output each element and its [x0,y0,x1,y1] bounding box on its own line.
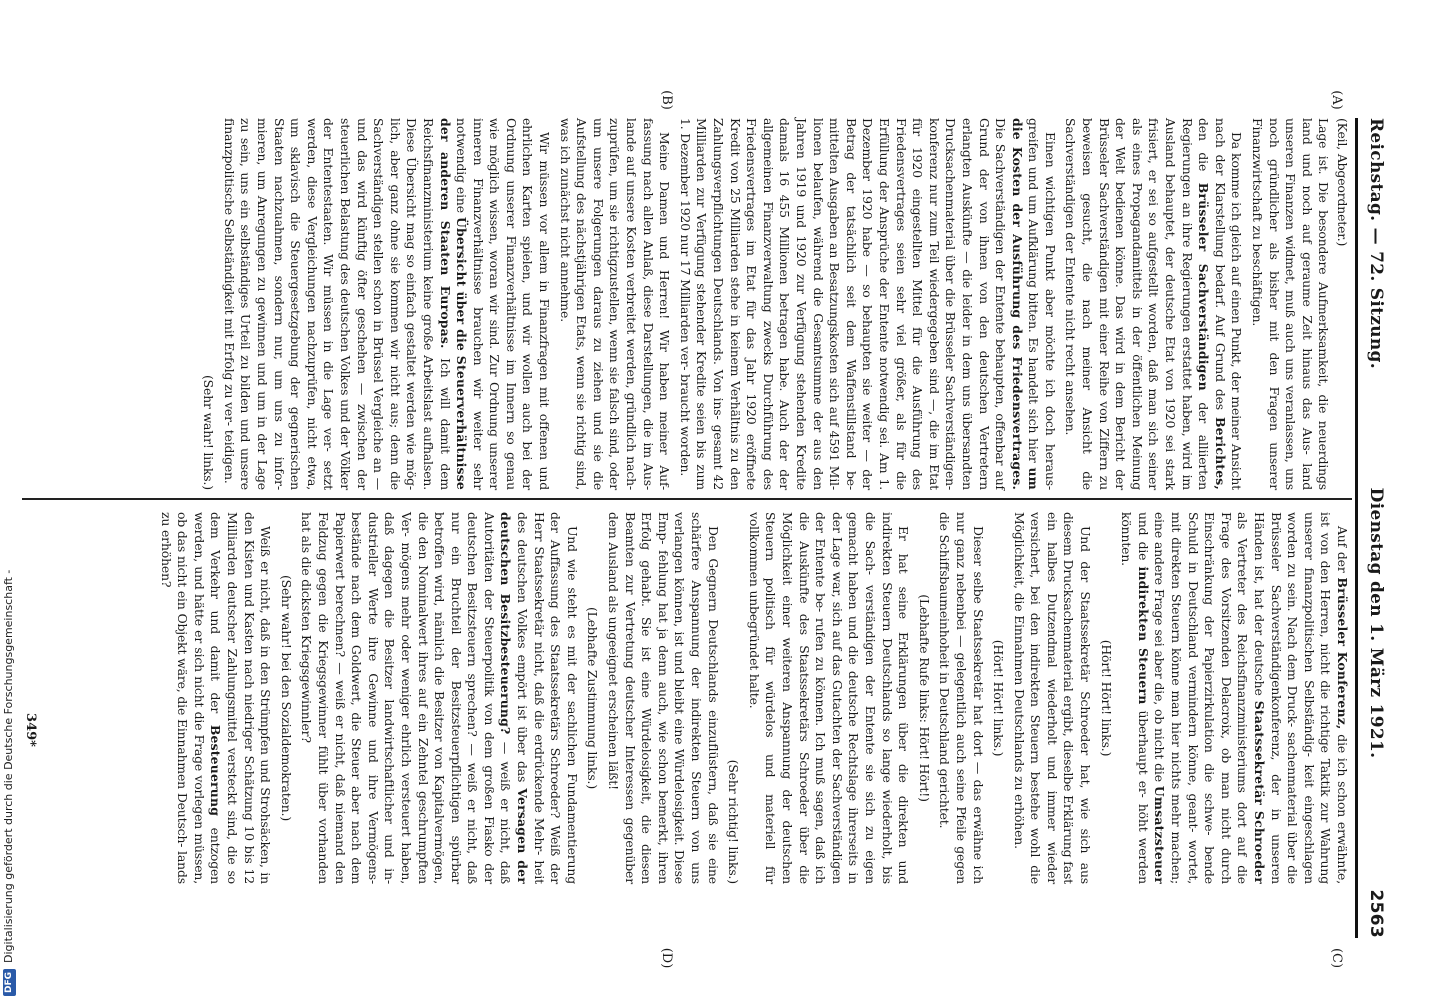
bold-term: Umsatzsteuer [1152,785,1168,884]
margin-marker-a: (A) [1329,90,1344,110]
margin-marker-c: (C) [1329,947,1344,969]
credit-text: Digitalisierung gefördert durch die Deutsche Forschungsgemeinschaft - [2,569,15,963]
header-date: Dienstag den 1. März 1921. [1366,487,1386,759]
bold-term: Versagen der deutschen Besitzbesteuerung? [498,512,531,884]
paragraph: Und wie steht es mit der sachlichen Fundamentierung der Auffassung des Staatssekretärs Schroeder? Weiß der Herr Staatssekretär nicht, daß die erdrückende Mehr- heit des deutschen Volkes empört ist über das Versagen der deutschen Besitzbesteuerung? — weiß er nicht, daß Autoritäten der Steuerpolitik von dem großen Fiasko der deutschen Besitzsteuern sprechen? — weiß er nicht, daß nur ein Bruchteil der Besitzsteuerpflichtigen spürbar betroffen wird, nämlich die Besitzer von Kapitalvermögen, die den Nominalwert ihres auf ein Zehntel geschrumpften Ver- mögens mehr oder weniger ehrlich versteuert haben, daß dagegen die Besitzer landwirtschaftlicher und in- dustrieller Werte ihre Gewinne und ihre Vermögens- bestände nach dem Goldwert, die Steuer aber nach dem Papierwert berechnen? — weiß er nicht, daß niemand den Feldzug gegen die Kriegsgewinner fühlt über vorhanden hat als die dicksten Kriegsgewinnler? [299,512,580,884]
bold-term: Berichtes, [1212,416,1228,490]
header-page-number: 2563 [1366,889,1386,938]
paragraph: Auf der Brüsseler Konferenz, die ich schon erwähnte, ist von den Herren, nicht die richtige Taktik zur Wahrung unserer finanzpolitischen Selbständig- keit eingeschlagen worden zu sein. Nach dem Druck- sachenmaterial über die Brüsseler Sachverständigenkonferenz, der in unseren Händen ist, hat der deutsche Staatssekretär Schroeder als Vertreter des Reichsfinanzministeriums dort auf die Frage des Vorsitzenden Delacroix, ob man nicht durch Einschränkung der Papierzirkulation die schwe- bende Schuld in Deutschland vermindern könne, geant- wortet, mit direkten Steuern könne man hier nichts mehr machen; eine andere Frage sei aber die, ob nicht die Umsatzsteuer und die indirekten Steuern überhaupt er- höht werden könnten. [1119,512,1350,885]
dfg-logo: DFG [3,969,16,996]
bold-term: Staatssekretär Schroeder [1252,700,1268,884]
column-divider [22,498,1352,500]
interjection: (Hört! Hört! links.) [1098,639,1114,757]
interjection: (Sehr wahr! links.) [201,374,217,490]
digitization-credit [0,0,18,1000]
paragraph: Da komme ich gleich auf einen Punkt, der meiner Ansicht nach der Klarstellung bedarf. Auf Grund des Berichtes, den die Brüsseler Sachverständigen der alliierten Regierungen an ihre Regierungen erstattet haben, wird im Ausland behauptet, der deutsche Etat von 1920 sei stark frisiert, er sei so aufgestellt worden, daß man sich seiner als eines Propagandamittels in der öffentlichen Meinung der Welt bedienen könne. Das wird in dem Bericht der Brüsseler Sachverständigen mit einer Reihe von Ziffern zu beweisen gesucht, die nach meiner Ansicht die Sachverständigen der Entente nicht recht ansehen. [1063,118,1245,490]
left-column [196,118,1350,490]
header-rule [1355,118,1358,938]
interjection: (Lebhafte Zustimmung links.) [585,606,601,790]
paragraph: Und der Staatssekretär Schroeder hat, wie sich aus diesem Drucksachenmaterial ergibt, dieselbe Erklärung fast ein halbes Dutzendmal wiederholt und immer wieder versichert, bei den indirekten Steuern bestehe wohl die Möglichkeit, die Einnahmen Deutschlands zu erhöhen. [1011,512,1094,884]
paragraph: Einen wichtigen Punkt aber möchte ich doch heraus- greifen und um Aufklärung bitten. Es handelt sich hier um die Kosten der Ausführung des Friedensvertrages. Die Sachverständigen der Entente behaupten, offenbar auf Grund der von ihnen von den deutschen Vertretern erlangten Auskünfte — die leider in dem uns übersandten Drucksachenmaterial über die Brüsseler Sachverständigen- konferenz nur zum Teil wiedergegeben sind —, die im Etat für 1920 eingestellten Mittel für die Ausführung des Friedensvertrages seien sehr viel größer, als für die Erfüllung der Ansprüche der Entente notwendig sei. Am 1. Dezember 1920 habe — so behaupten sie weiter — der Betrag der tatsächlich seit dem Waffenstillstand be- mittelten Ausgaben an Besatzungskosten sich auf 4591 Mil- lionen belaufen, während die Gesamtsumme der aus den Jahren 1919 und 1920 zur Verfügung stehenden Kredite damals 16 455 Millionen betragen habe. Auch der der allgemeinen Finanzverwaltung zwecks Durchführung des Friedensvertrages im Etat für das Jahr 1920 eröffnete Kredit von 25 Milliarden stehe in keinem Verhältnis zu den Zahlungsverpflichtungen Deutschlands. Von ins- gesamt 42 Milliarden zur Verfügung stehender Kredite seien bis zum 1. Dezember 1920 nur 17 Milliarden ver- braucht worden. [677,118,1058,490]
interjection: (Sehr wahr! bei den Sozialdemokraten.) [278,574,294,822]
speaker-label: (Keil, Abgeordneter.) [1335,118,1350,247]
bold-term: Brüsseler Konferenz, [1335,577,1350,730]
header-left: Reichstag. — 72. Sitzung. [1366,118,1386,369]
bold-term: indirekten Steuern [1135,566,1151,705]
margin-marker-b: (B) [659,90,674,110]
bold-term: Besteuerung [208,724,224,817]
right-column [153,512,1350,884]
interjection: (Sehr richtig! links.) [726,759,742,884]
margin-marker-d: (D) [659,947,674,969]
paragraph: Lage ist. Die besondere Aufmerksamkeit, die neuerdings land und noch auf geraume Zeit hinaus das Aus- land unseren Finanzen widmet, muß auch uns veranlassen, uns noch gründlicher als bisher mit den Fragen unserer Finanzwirtschaft zu beschäftigen. [1250,118,1332,490]
interjection: (Lebhafte Rufe links: Hört! Hört!) [916,594,932,802]
paragraph: Meine Damen und Herren! Wir haben meiner Auf- fassung nach allen Anlaß, diese Darstellungen, die im Aus- lande auf unsere Kosten verbreitet werden, gründlich nach- zuprüfen, um sie richtigzustellen, wenn sie falsch sind, oder um unsere Folgerungen daraus zu ziehen und sie die Aufstellung des nächstjährigen Etats, wenn sie richtig sind, was ich zunächst nicht annehme. [557,118,673,490]
bold-term: Übersicht über die Steuerverhältnisse der anderen Staaten Europas. [437,118,470,490]
bold-term: Brüsseler Sachverständigen [1196,182,1212,391]
bold-term: um die Kosten der Ausführung des Friedensvertrages. [1009,118,1042,490]
paragraph: Er hat seine Erklärungen über die direkten und indirekten Steuern Deutschlands so lange wiederholt, bis die Sach- verständigen der Entente sie sich zu eigen gemacht haben und die deutsche Rechtslage ihrerseits in der Lage war, sich auf das Gutachten der Sachverständigen der Entente be- rufen zu können. Ich muß sagen, daß ich die Auskünfte des Staatssekretärs Schroeder über die Möglichkeit einer weiteren Anspannung der deutschen Steuern politisch für würdelos und materiell für vollkommen unbegründet halte. [746,512,912,884]
paragraph: Wir müssen vor allem in Finanzfragen mit offenen und ehrlichen Karten spielen, und wir wollen auch bei der Ordnung unserer Finanzverhältnisse im Innern so genau wie möglich wissen, woran wir sind. Zur Ordnung unserer inneren Finanzverhältnisse brauchen wir weiter sehr notwendig eine Übersicht über die Steuerverhältnisse der anderen Staaten Europas. Ich will damit dem Reichsfinanzministerium keine große Arbeitslast aufhalsen. Diese Übersicht mag so einfach gestaltet werden wie mög- lich, aber ganz ohne sie kommen wir nicht aus; denn die Sachverständigen stellen schon in Brüssel Vergleiche an — und das wird künftig öfter geschehen — zwischen der steuerlichen Belastung des deutschen Volkes und der Völker der Ententestaaten. Wir müssen in die Lage ver- setzt werden, diese Vergleichungen nachzuprüfen, nicht etwa, um sklavisch die Steuergesetzgebung der gegnerischen Staaten nachzuahmen, sondern nur, um uns zu infor- mieren, um Anregungen zu gewinnen und um in der Lage zu sein, uns ein selbständiges Urteil zu bilden und unsere finanzpolitische Selbständigkeit mit Erfolg zu ver- teidigen. [221,118,553,490]
page-header [1360,118,1386,938]
paragraph: Den Gegnern Deutschlands einzuflüstern, daß sie eine schärfere Anspannung der indirekten Steuern von uns verlangen können, ist und bleibt eine Würdelosigkeit. Diese Emp- fehlung hat ja denn auch, wie schon bemerkt, ihren Erfolg gehabt. Sie ist eine Würdelosigkeit, die diesen Beamten zur Vertretung deutscher Interessen gegenüber dem Ausland als ungeeignet erscheinen läßt! [606,512,721,884]
paragraph: Dieser selbe Staatssekretär hat dort — das erwähne ich nur ganz nebenbei — gelegentlich auch seine Pfeile gegen die Schiffsbaumeinhoheit in Deutschland gerichtet. [937,512,986,884]
interjection: (Hört! Hört! links.) [991,639,1007,757]
paragraph: Weiß er nicht, daß in den Strümpfen und Strohsäcken, in den Kisten und Kasten nach niedriger Schätzung 10 bis 12 Milliarden deutscher Zahlungsmittel versteckt sind, die so dem Verkehr und damit der Besteuerung entzogen werden, und hätte er sich nicht die Frage vorlegen müssen, ob das nicht ein Objekt wäre, die Einnahmen Deutsch- lands zu erhöhen? [158,512,274,884]
page-footer-number: 349* [23,713,38,747]
